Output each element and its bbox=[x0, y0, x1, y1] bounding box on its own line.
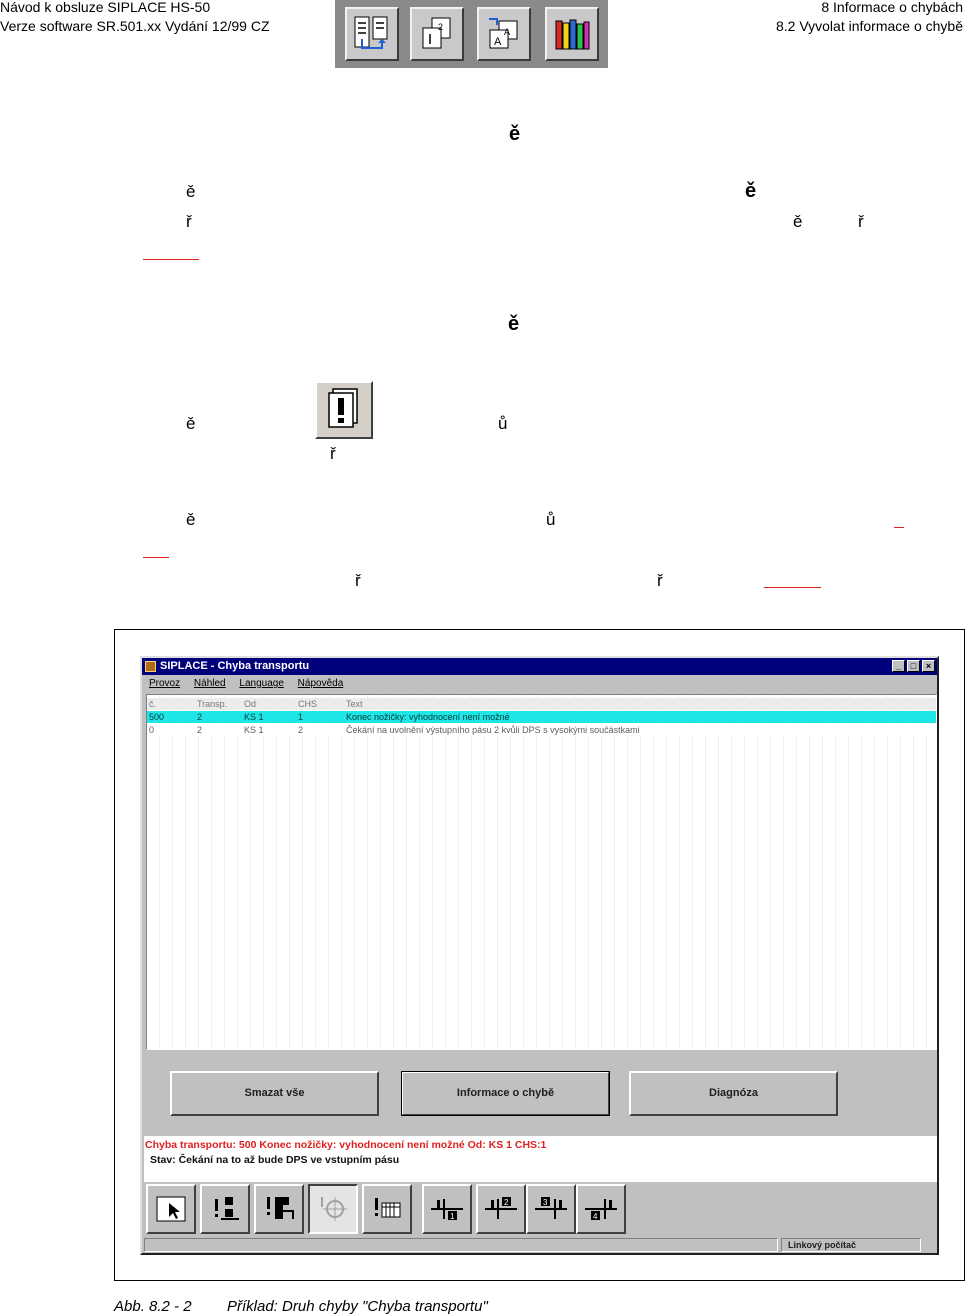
text-fragment: ů bbox=[546, 510, 556, 529]
cell-chs: 1 bbox=[298, 712, 304, 722]
svg-text:A: A bbox=[494, 36, 502, 48]
text-fragment: ř bbox=[355, 571, 361, 590]
contents-button[interactable] bbox=[345, 7, 399, 61]
track-4-button[interactable] bbox=[576, 1184, 626, 1234]
state-message: Stav: Čekání na to až bude DPS ve vstupním pásu bbox=[150, 1154, 400, 1166]
diagnosis-button[interactable]: Diagnóza bbox=[629, 1071, 838, 1116]
document-nav-bar bbox=[335, 0, 608, 68]
figure-text: Příklad: Druh chyby "Chyba transportu" bbox=[227, 1298, 488, 1315]
pointer-tool-button[interactable] bbox=[146, 1184, 196, 1234]
track-1-icon bbox=[429, 1191, 465, 1227]
error-list[interactable] bbox=[146, 694, 937, 1050]
placement-error-button[interactable] bbox=[254, 1184, 304, 1234]
cell-transport: 2 bbox=[197, 725, 203, 735]
track-2-icon bbox=[483, 1191, 519, 1227]
siplace-window bbox=[140, 656, 939, 1255]
cell-number: 500 bbox=[149, 712, 165, 722]
text-fragment: ě bbox=[793, 212, 803, 231]
transport-error-button[interactable] bbox=[200, 1184, 250, 1234]
pointer-icon bbox=[153, 1191, 189, 1227]
cross-reference-link[interactable] bbox=[894, 527, 904, 528]
menu-napoveda[interactable]: Nápověda bbox=[297, 678, 344, 689]
index-button[interactable] bbox=[477, 7, 531, 61]
chapter-icon bbox=[418, 15, 456, 53]
menu-provoz[interactable]: Provoz bbox=[149, 678, 181, 689]
list-header bbox=[147, 698, 936, 710]
vision-error-button[interactable] bbox=[308, 1184, 358, 1234]
cell-text: Čekání na uvolnění výstupního pásu 2 kvůli DPS s vysokými součástkami bbox=[346, 725, 640, 735]
heading-fragment: ě bbox=[508, 313, 520, 335]
svg-text:2: 2 bbox=[438, 22, 444, 32]
cross-reference-link[interactable] bbox=[764, 587, 821, 588]
status-panel-empty bbox=[144, 1238, 778, 1252]
vision-error-icon bbox=[315, 1191, 351, 1227]
svg-text:A: A bbox=[504, 27, 511, 37]
cross-reference-link[interactable] bbox=[143, 557, 169, 558]
track-4-icon bbox=[583, 1191, 619, 1227]
cell-chs: 2 bbox=[298, 725, 304, 735]
cell-from: KS 1 bbox=[244, 725, 264, 735]
col-transport[interactable]: Transp. bbox=[197, 699, 228, 709]
cross-reference-link[interactable] bbox=[143, 259, 199, 260]
app-icon bbox=[145, 661, 156, 672]
status-bar bbox=[144, 1238, 935, 1252]
error-message: Chyba transportu: 500 Konec nožičky: vyhodnocení není možné Od: KS 1 CHS:1 bbox=[145, 1139, 547, 1151]
svg-text:4: 4 bbox=[593, 1212, 598, 1221]
menu-language[interactable]: Language bbox=[239, 678, 284, 689]
error-info-toolbar-button bbox=[315, 381, 373, 439]
text-fragment: ě bbox=[186, 182, 196, 201]
feeder-error-icon bbox=[369, 1191, 405, 1227]
section-title: 8.2 Vyvolat informace o chybě bbox=[775, 18, 963, 34]
feeder-error-button[interactable] bbox=[362, 1184, 412, 1234]
menu-nahled[interactable]: Náhled bbox=[193, 678, 226, 689]
manual-title: Návod k obsluze SIPLACE HS-50 bbox=[0, 0, 211, 15]
svg-text:2: 2 bbox=[504, 1198, 509, 1207]
cell-text: Konec nožičky: vyhodnocení není možné bbox=[346, 712, 510, 722]
error-info-button[interactable]: Informace o chybě bbox=[401, 1071, 610, 1116]
cell-from: KS 1 bbox=[244, 712, 264, 722]
status-panel-computer: Linkový počítač bbox=[781, 1238, 921, 1252]
minimize-button[interactable]: _ bbox=[892, 660, 905, 672]
figure-number: Abb. 8.2 - 2 bbox=[114, 1298, 192, 1315]
track-2-button[interactable] bbox=[476, 1184, 526, 1234]
text-fragment: ř bbox=[330, 444, 336, 463]
close-button[interactable]: × bbox=[922, 660, 935, 672]
svg-text:3: 3 bbox=[543, 1198, 548, 1207]
contents-icon bbox=[353, 15, 391, 53]
svg-text:1: 1 bbox=[450, 1212, 455, 1221]
window-title: SIPLACE - Chyba transportu bbox=[160, 660, 310, 672]
text-fragment: ů bbox=[498, 414, 508, 433]
exclamation-icon bbox=[317, 383, 371, 437]
text-fragment: ě bbox=[745, 180, 757, 202]
text-fragment: ř bbox=[657, 571, 663, 590]
software-version: Verze software SR.501.xx Vydání 12/99 CZ bbox=[0, 18, 270, 34]
col-text[interactable]: Text bbox=[346, 699, 363, 709]
menu-bar bbox=[142, 676, 937, 692]
chapter-button[interactable] bbox=[410, 7, 464, 61]
transport-error-icon bbox=[207, 1191, 243, 1227]
window-title-bar[interactable] bbox=[142, 658, 937, 675]
chapter-title: 8 Informace o chybách bbox=[821, 0, 963, 15]
cell-transport: 2 bbox=[197, 712, 203, 722]
index-icon bbox=[485, 15, 523, 53]
library-icon bbox=[553, 15, 591, 53]
col-from[interactable]: Od bbox=[244, 699, 257, 709]
text-fragment: ě bbox=[186, 414, 196, 433]
col-chs[interactable]: CHS bbox=[298, 699, 318, 709]
track-1-button[interactable] bbox=[422, 1184, 472, 1234]
list-item[interactable] bbox=[147, 711, 936, 723]
cell-number: 0 bbox=[149, 725, 155, 735]
list-item[interactable] bbox=[147, 724, 936, 736]
text-fragment: ě bbox=[186, 510, 196, 529]
col-number[interactable]: č. bbox=[149, 699, 157, 709]
maximize-button[interactable]: □ bbox=[907, 660, 920, 672]
track-3-button[interactable] bbox=[526, 1184, 576, 1234]
text-fragment: ř bbox=[858, 212, 864, 231]
library-button[interactable] bbox=[545, 7, 599, 61]
clear-all-button[interactable]: Smazat vše bbox=[170, 1071, 379, 1116]
heading-fragment: ě bbox=[509, 123, 521, 145]
text-fragment: ř bbox=[186, 212, 192, 231]
placement-error-icon bbox=[261, 1191, 297, 1227]
track-3-icon bbox=[533, 1191, 569, 1227]
error-status-area bbox=[144, 1136, 937, 1182]
